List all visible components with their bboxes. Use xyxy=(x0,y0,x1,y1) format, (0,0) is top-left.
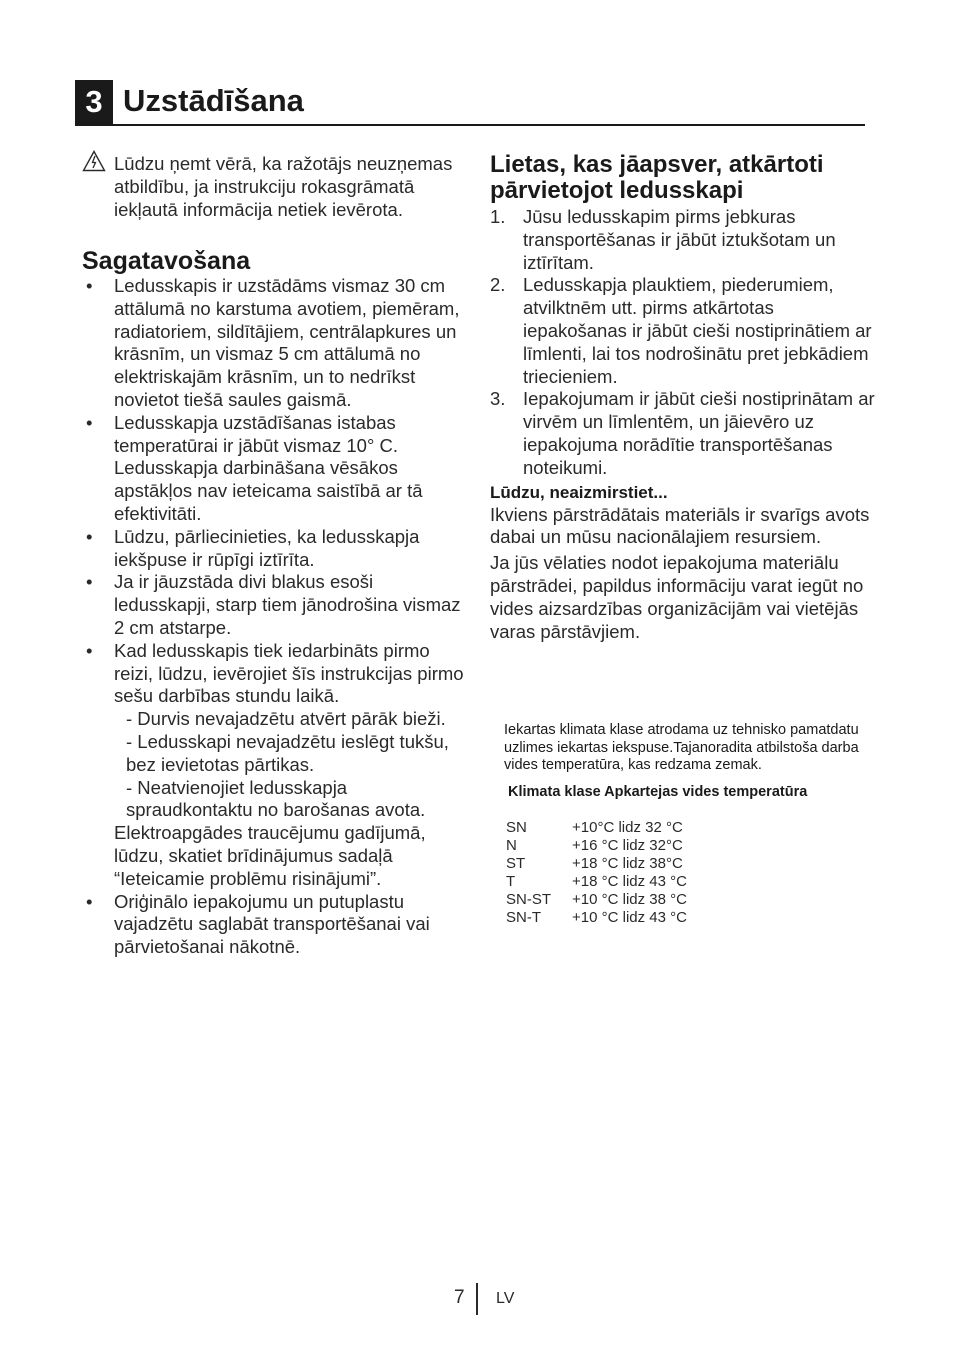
list-item: • Ja ir jāuzstāda divi blakus esoši ledusskapji, starp tiem jānodrošina vismaz 2 cm atstarpe. xyxy=(86,571,461,638)
recycling-paragraph-1: Ikviens pārstrādātais materiāls ir svarīgs avots dabai un mūsu nacionālajiem resursiem. xyxy=(490,503,870,548)
list-item: 3. Iepakojumam ir jābūt cieši nostiprinātam ar virvēm un līmlentēm, un jāievēro uz iepakojuma norādītie transportēšanas noteikumi. xyxy=(490,388,875,478)
table-row: SN-T +10 °C lidz 43 °C xyxy=(506,908,687,926)
page-number: 7 xyxy=(454,1287,465,1308)
list-item: 1. Jūsu ledusskapim pirms jebkuras transportēšanas ir jābūt iztukšotam un iztīrītam. xyxy=(490,206,836,273)
chapter-title: Uzstādīšana xyxy=(123,83,304,118)
list-item: • Oriģinālo iepakojumu un putuplastu vajadzētu saglabāt transportēšanai vai pārvietošanai nākotnē. xyxy=(86,890,430,958)
climate-intro: Iekartas klimata klase atrodama uz tehnisko pamatdatu uzlimes iekartas iekspuse.Tajanoradita atbilstoša darba vides temperatūra, kas redzama zemak. xyxy=(504,722,859,773)
warning-text: Lūdzu ņemt vērā, ka ražotājs neuzņemas atbildību, ja instrukciju rokasgrāmatā iekļautā informācija netiek ievērota. xyxy=(114,153,453,220)
first-use-sub2: - Ledusskapi nevajadzētu ieslēgt tukšu, bez ievietotas pārtikas. xyxy=(126,730,449,775)
list-item: • Kad ledusskapis tiek iedarbināts pirmo reizi, lūdzu, ievērojiet šīs instrukcijas pirmo sešu darbības stundu laikā. - Durvis nevajadzētu atvērt pārāk bieži. - Ledusskapi nevajadzētu ieslēgt tukšu, bez ievietotas pārtikas. - Neatvienojiet ledusskapja spraudkontaktu no barošanas avota. Elektroapgādes traucējumu gadījumā, lūdzu, skatiet brīdinājumus sadaļā “Ieteicamie problēmu risinājumi”. xyxy=(82,640,467,891)
first-use-sub1: - Durvis nevajadzētu atvērt pārāk bieži. xyxy=(126,708,446,730)
climate-table xyxy=(506,819,687,927)
reminder-label: Lūdzu, neaizmirstiet... xyxy=(490,482,668,502)
relocation-list xyxy=(490,206,875,480)
table-row: ST +18 °C lidz 38°C xyxy=(506,854,683,872)
first-use-sub3: - Neatvienojiet ledusskapja spraudkontaktu no barošanas avota. xyxy=(126,776,426,821)
preparation-heading: Sagatavošana xyxy=(82,247,251,275)
table-row: SN +10°C lidz 32 °C xyxy=(506,818,683,836)
list-item: 2. Ledusskapja plauktiem, piederumiem, atvilktnēm utt. pirms atkārtotas iepakošanas ir jābūt cieši nostiprinātiem ar līmlenti, lai tos nodrošinātu pret jebkādiem triecieniem. xyxy=(490,274,872,387)
footer-divider xyxy=(476,1283,478,1315)
first-use-tail: Elektroapgādes traucējumu gadījumā, lūdzu, skatiet brīdinājumus sadaļā “Ieteicamie problēmu risinājumi”. xyxy=(114,822,426,889)
climate-table-header: Klimata klase Apkartejas vides temperatūra xyxy=(508,783,808,800)
preparation-list xyxy=(82,275,467,959)
list-item: • Ledusskapis ir uzstādāms vismaz 30 cm attālumā no karstuma avotiem, piemēram, radiatoriem, sildītājiem, centrālapkures un krāsnīm, un vismaz 5 cm attālumā no elektriskajām krāsnīm, un to nedrīkst novietot tiešā saules gaismā. xyxy=(86,275,460,410)
first-use-text: Kad ledusskapis tiek iedarbināts pirmo reizi, lūdzu, ievērojiet šīs instrukcijas pirmo sešu darbības stundu laikā. xyxy=(114,639,464,707)
table-row: N +16 °C lidz 32°C xyxy=(506,836,683,854)
list-item: • Lūdzu, pārliecinieties, ka ledusskapja iekšpuse ir rūpīgi iztīrīta. xyxy=(86,525,420,570)
climate-class-section xyxy=(504,722,874,927)
language-code: LV xyxy=(496,1290,515,1307)
table-row: SN-ST +10 °C lidz 38 °C xyxy=(506,890,687,908)
list-item: • Ledusskapja uzstādīšanas istabas temperatūrai ir jābūt vismaz 10° C. Ledusskapja darbināšana vēsākos apstākļos nav ieteicama saistībā ar tā efektivitāti. xyxy=(86,411,423,524)
left-column xyxy=(82,152,467,959)
right-column xyxy=(490,152,875,643)
relocation-heading: Lietas, kas jāapsver, atkārtoti pārvietojot ledusskapi xyxy=(490,151,824,204)
table-row: T +18 °C lidz 43 °C xyxy=(506,872,687,890)
page-footer xyxy=(440,1283,560,1315)
chapter-number: 3 xyxy=(75,80,113,124)
chapter-header xyxy=(75,80,865,126)
warning-triangle-icon xyxy=(82,150,106,172)
warning-note xyxy=(82,152,467,221)
recycling-paragraph-2: Ja jūs vēlaties nodot iepakojuma materiālu pārstrādei, papildus informāciju varat iegūt no vides aizsardzības organizācijām vai vietējās varas pārstāvjiem. xyxy=(490,552,864,642)
